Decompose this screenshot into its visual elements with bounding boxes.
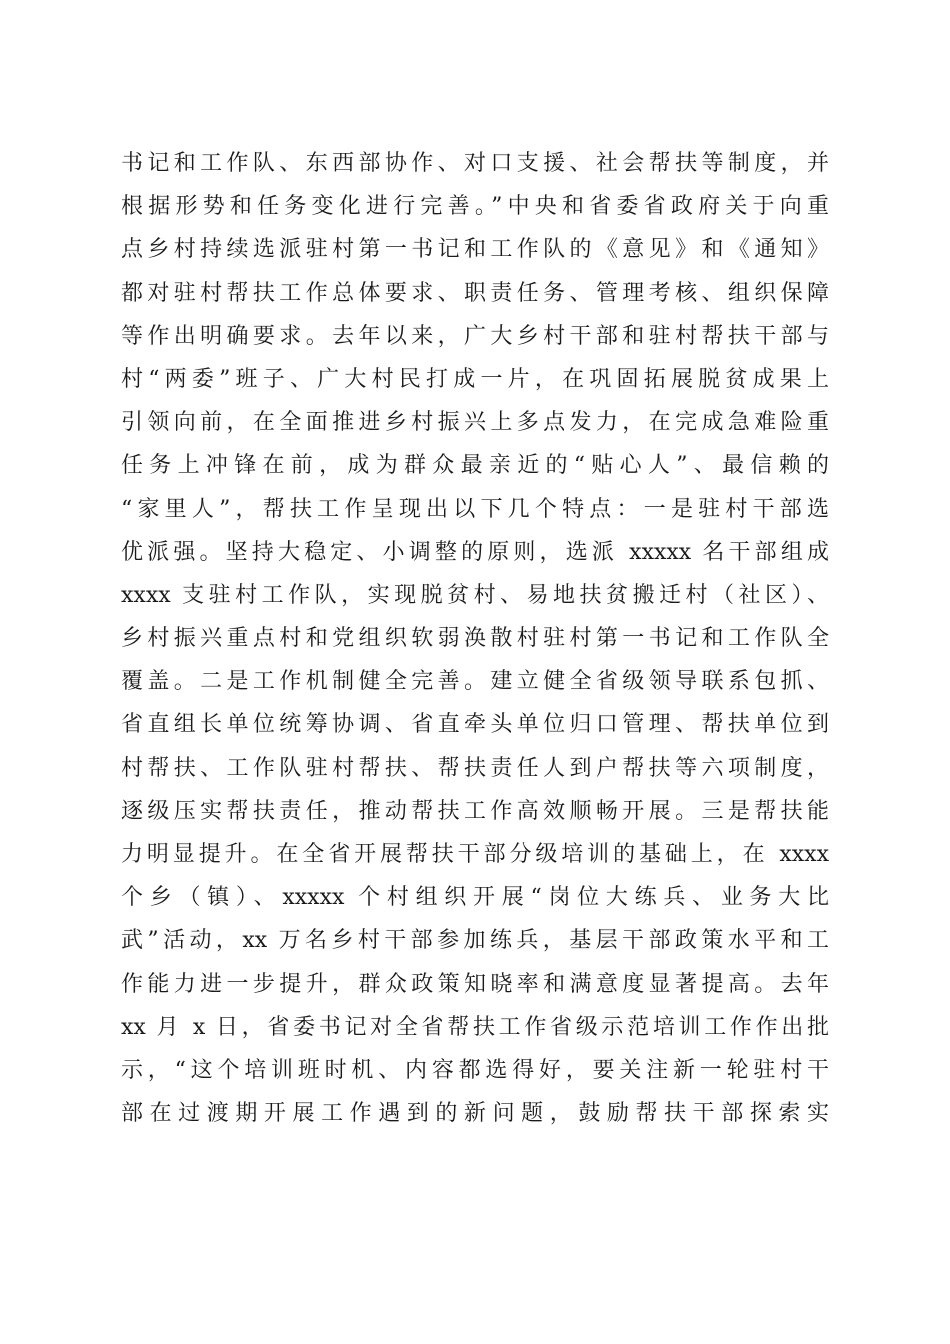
text-line: 武”活动，xx 万名乡村干部参加练兵，基层干部政策水平和工 (121, 928, 829, 954)
text-line: 村帮扶、工作队驻村帮扶、帮扶责任人到户帮扶等六项制度， (121, 755, 829, 781)
text-line: 引领向前，在全面推进乡村振兴上多点发力，在完成急难险重 (121, 410, 829, 436)
text-line: “家里人”，帮扶工作呈现出以下几个特点：一是驻村干部选 (121, 496, 829, 522)
text-line: 乡村振兴重点村和党组织软弱涣散村驻村第一书记和工作队全 (121, 626, 829, 652)
text-line: 优派强。坚持大稳定、小调整的原则，选派 xxxxx 名干部组成 (121, 539, 829, 565)
text-line: 省直组长单位统筹协调、省直牵头单位归口管理、帮扶单位到 (121, 712, 829, 738)
text-line: 逐级压实帮扶责任，推动帮扶工作高效顺畅开展。三是帮扶能 (121, 798, 829, 824)
text-line: 作能力进一步提升，群众政策知晓率和满意度显著提高。去年 (121, 971, 829, 997)
text-line: 部在过渡期开展工作遇到的新问题，鼓励帮扶干部探索实 (121, 1101, 829, 1127)
text-line: 等作出明确要求。去年以来，广大乡村干部和驻村帮扶干部与 (121, 323, 829, 349)
text-line: 个乡（镇）、xxxxx 个村组织开展“岗位大练兵、业务大比 (121, 885, 829, 911)
text-line: 覆盖。二是工作机制健全完善。建立健全省级领导联系包抓、 (121, 669, 829, 695)
text-line: 点乡村持续选派驻村第一书记和工作队的《意见》和《通知》 (121, 237, 829, 263)
text-line: 都对驻村帮扶工作总体要求、职责任务、管理考核、组织保障 (121, 280, 829, 306)
text-line: 根据形势和任务变化进行完善。”中央和省委省政府关于向重 (121, 194, 829, 220)
text-line: xxxx 支驻村工作队，实现脱贫村、易地扶贫搬迁村（社区）、 (121, 582, 829, 608)
text-line: 书记和工作队、东西部协作、对口支援、社会帮扶等制度，并 (121, 151, 829, 176)
body-paragraph (121, 142, 829, 1135)
text-line: 村“两委”班子、广大村民打成一片，在巩固拓展脱贫成果上 (121, 366, 829, 392)
text-line: 任务上冲锋在前，成为群众最亲近的“贴心人”、最信赖的 (121, 453, 829, 479)
text-line: 示，“这个培训班时机、内容都选得好，要关注新一轮驻村干 (121, 1057, 829, 1083)
text-line: xx 月 x 日，省委书记对全省帮扶工作省级示范培训工作作出批 (121, 1014, 829, 1040)
text-line: 力明显提升。在全省开展帮扶干部分级培训的基础上，在 xxxx (121, 842, 829, 867)
